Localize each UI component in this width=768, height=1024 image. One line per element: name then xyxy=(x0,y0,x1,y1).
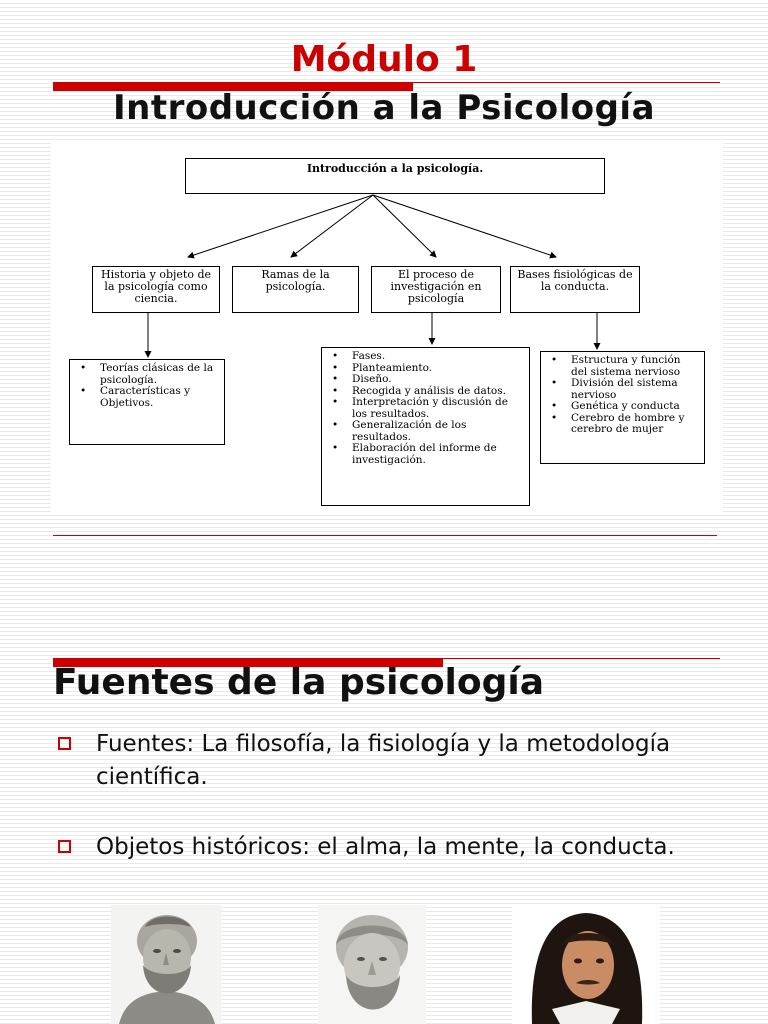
portrait-bust-1 xyxy=(111,905,221,1024)
branch-historia: Historia y objeto de la psicología como ciencia. xyxy=(92,266,220,313)
list-item: • Recogida y análisis de datos. xyxy=(352,386,525,398)
section-rule-thin xyxy=(443,658,720,659)
slide-bottom-rule xyxy=(53,535,717,536)
branch-bases: Bases fisiológicas de la conducta. xyxy=(510,266,640,313)
list-item: • Estructura y función del sistema nervioso xyxy=(571,355,700,378)
bullet-item xyxy=(58,728,738,794)
portrait-descartes xyxy=(512,905,660,1024)
connector-root-proceso xyxy=(373,195,436,257)
section-title: Fuentes de la psicología xyxy=(53,662,545,703)
bullet-text: Objetos históricos: el alma, la mente, la conducta. xyxy=(96,834,675,860)
branch-proceso: El proceso de investigación en psicología xyxy=(371,266,501,313)
list-proceso xyxy=(321,347,530,506)
connector-root-historia xyxy=(188,195,373,257)
page-title: Introducción a la Psicología xyxy=(112,88,656,128)
module-title: Módulo 1 xyxy=(290,39,478,80)
branch-ramas: Ramas de la psicología. xyxy=(232,266,359,313)
square-bullet-icon xyxy=(58,737,71,750)
list-item: • Fases. xyxy=(352,351,525,363)
portrait-bust-2 xyxy=(318,905,426,1024)
list-item: • Generalización de los resultados. xyxy=(352,420,525,443)
bust-illustration-icon xyxy=(111,905,221,1024)
list-item: • Cerebro de hombre y cerebro de mujer xyxy=(571,413,700,436)
concept-diagram xyxy=(51,143,723,515)
list-item: • Genética y conducta xyxy=(571,401,700,413)
portrait-illustration-icon xyxy=(512,905,660,1024)
list-item: • Planteamiento. xyxy=(352,363,525,375)
list-item: • Interpretación y discusión de los resultados. xyxy=(352,397,525,420)
list-item: • División del sistema nervioso xyxy=(571,378,700,401)
bullet-item xyxy=(58,831,738,864)
connector-root-bases xyxy=(373,195,556,257)
square-bullet-icon xyxy=(58,840,71,853)
list-bases xyxy=(540,351,705,464)
list-item: • Diseño. xyxy=(352,374,525,386)
list-item: • Características y Objetivos. xyxy=(100,386,220,409)
diagram-root-node: Introducción a la psicología. xyxy=(185,158,605,194)
bust-illustration-icon xyxy=(318,905,426,1024)
list-item: • Teorías clásicas de la psicología. xyxy=(100,363,220,386)
connector-root-ramas xyxy=(291,195,373,257)
title-rule-thin xyxy=(413,82,720,83)
list-historia xyxy=(69,359,225,445)
bullet-text: Fuentes: La filosofía, la fisiología y la metodología científica. xyxy=(96,731,671,790)
list-item: • Elaboración del informe de investigación. xyxy=(352,443,525,466)
